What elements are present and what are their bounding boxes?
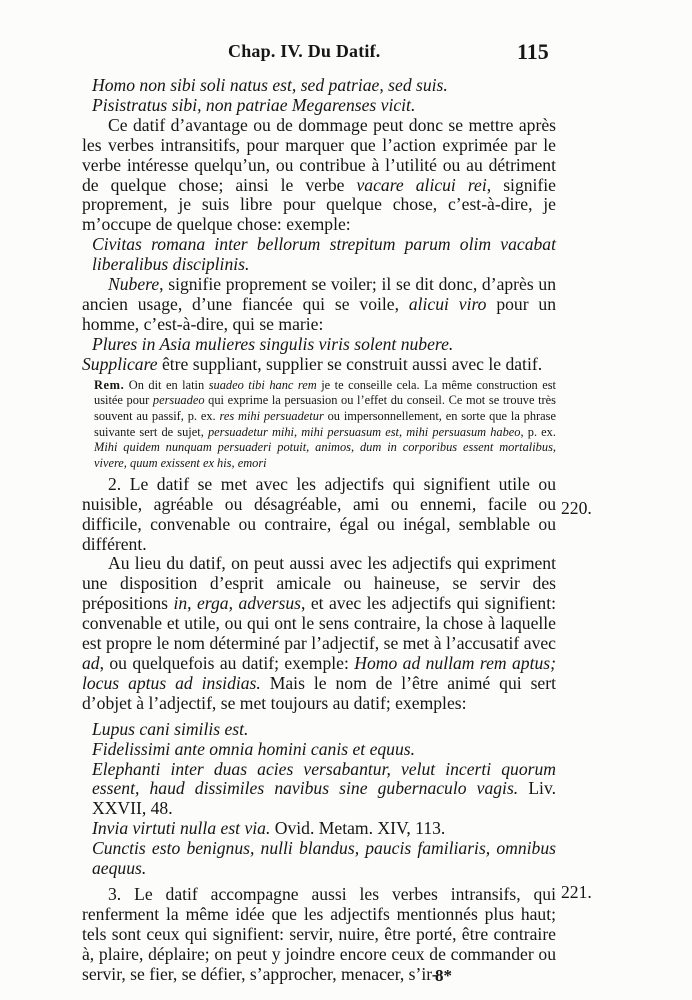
example-line: Fidelissimi ante omnia homini canis et equus. (92, 738, 416, 759)
remark-note: Rem. On dit en latin suadeo tibi hanc rem je te conseille cela. La même construction est usitée pour persuadeo qui exprime la persuasion ou l’effet du conseil. Ce mot se trouve très souvent au passif, p. ex. res mihi persuadetur ou impersonnellement, en sorte que la phrase suivante sert de sujet, persuadetur mihi, mihi persuasum est, mihi persuasum habeo, p. ex. Mihi quidem nunquam persuaderi potuit, animos, dum in corporibus essent mortalibus, vivere, quum exissent ex his, emori (94, 377, 557, 471)
paragraph-au-lieu: Au lieu du datif, on peut aussi avec les adjectifs qui expriment une disposition d’esprit amicale ou haineuse, se servir des prépositions in, erga, adversus, et avec les adjectifs qui signifient: convenable et utile, ou qui ont le sens contraire, la chose à laquelle est propre le nom déterminé par l’adjectif, se met à l’accusatif avec ad, ou quelquefois au datif; exemple: Homo ad nullam rem aptus; locus aptus ad insidias. Mais le nom de l’être animé qui sert d’objet à l’adjectif, se met toujours au datif; exemples: (82, 553, 556, 713)
remark-label: Rem. (94, 377, 125, 392)
example-line: Elephanti inter duas acies versabantur, velut incerti quorum essent, haud dissimiles navibus sine gubernaculo vagis. Liv. XXVII, 48. (92, 758, 557, 819)
page-body (82, 76, 556, 984)
example-line: Invia virtuti nulla est via. Ovid. Metam. XIV, 113. (92, 818, 446, 839)
marginal-number-220: 220. (561, 498, 592, 518)
paragraph-datif-avantage: Ce datif d’avantage ou de dommage peut donc se mettre après les verbes intransitifs, pour marquer que l’action exprimée par le verbe intéresse quelqu’un, ou contribue à l’utilité ou au détriment de quelque chose; ainsi le verbe vacare alicui rei, signifie proprement, je suis libre pour quelque chose, c’est-à-dire, je m’occupe de quelque chose: exemple: (82, 114, 556, 235)
example-line: Cunctis esto benignus, nulli blandus, paucis familiaris, omnibus aequus. (92, 838, 556, 879)
page-header (0, 41, 692, 71)
paragraph-supplicare: Supplicare être suppliant, supplier se construit aussi avec le datif. (82, 353, 543, 374)
section-2: 2. Le datif se met avec les adjectifs qui signifient utile ou nuisible, agréable ou désagréable, ami ou ennemi, facile ou difficile, convenable ou contraire, égal ou inégal, semblable ou différent. (82, 473, 556, 554)
running-head: Chap. IV. Du Datif. (228, 41, 381, 61)
section-3: 3. Le datif accompagne aussi les verbes intransifs, qui renferment la même idée que les adjectifs mentionnés plus haut; tels sont ceux qui signifient: servir, nuire, être porté, être contraire à, plaire, déplaire; on peut y joindre encore ceux de commander ou servir, se fier, se défier, s’approcher, menacer, s’ir- (82, 883, 556, 984)
page-number: 115 (517, 39, 549, 64)
signature-mark: 8* (435, 966, 452, 985)
example-line: Lupus cani similis est. (92, 718, 249, 739)
example-line: Plures in Asia mulieres singulis viris solent nubere. (92, 333, 454, 354)
example-line: Civitas romana inter bellorum strepitum parum olim vacabat liberalibus disciplinis. (92, 234, 556, 275)
example-line: Pisistratus sibi, non patriae Megarenses vicit. (92, 94, 416, 115)
paragraph-nubere: Nubere, signifie proprement se voiler; il se dit donc, d’après un ancien usage, d’une fiancée qui se voile, alicui viro pour un homme, c’est-à-dire, qui se marie: (82, 274, 557, 334)
marginal-number-221: 221. (561, 882, 592, 902)
example-line: Homo non sibi soli natus est, sed patriae, sed suis. (92, 75, 448, 95)
